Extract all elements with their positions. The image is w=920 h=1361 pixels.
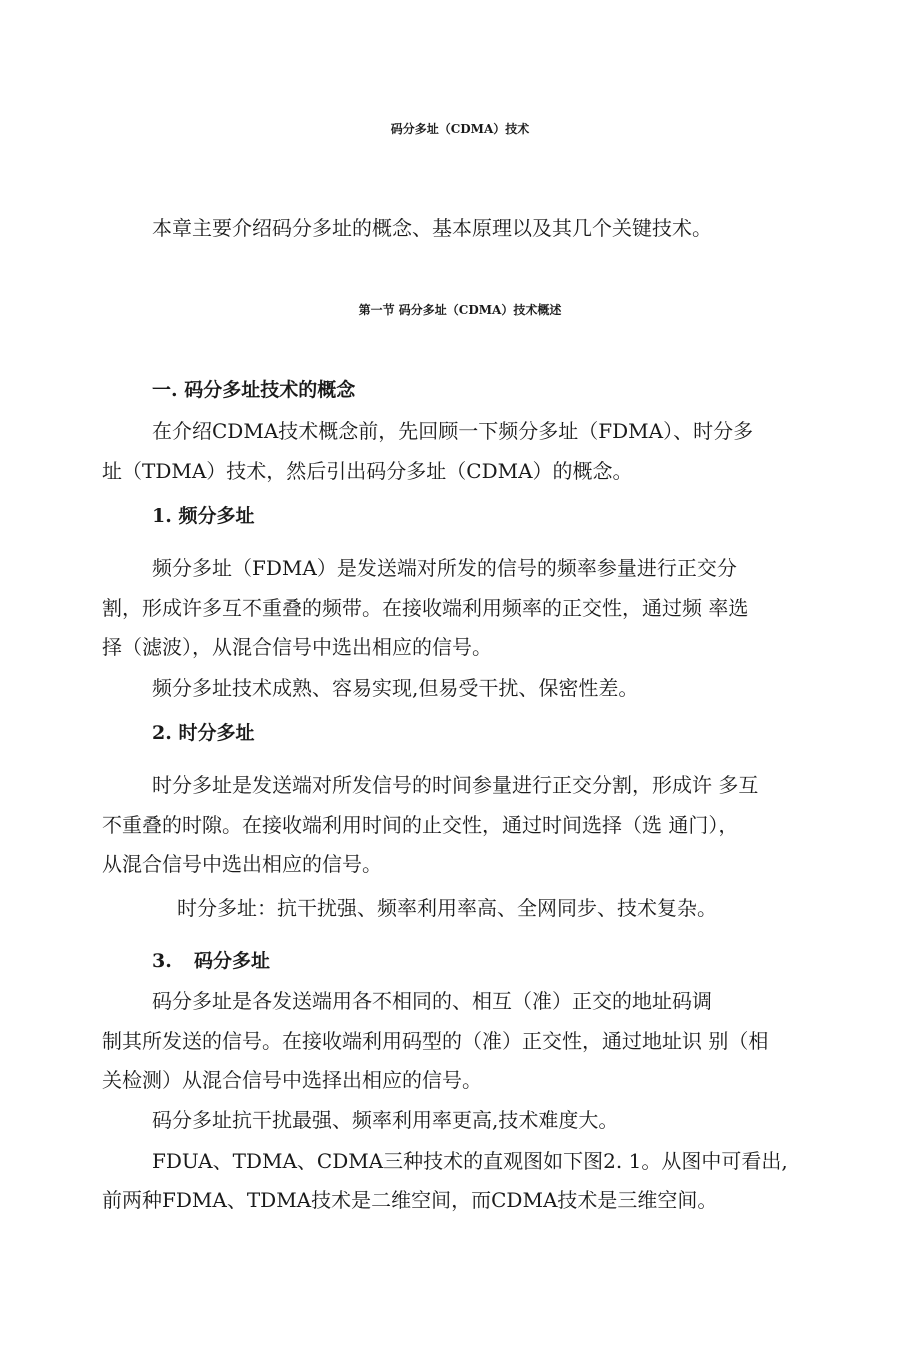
paragraph-line: 前两种FDMA、TDMA技术是二维空间，而CDMA技术是三维空间。 xyxy=(102,1188,718,1212)
paragraph-line: 在介绍CDMA技术概念前，先回顾一下频分多址（FDMA）、时分多 xyxy=(152,419,754,443)
page-title: 码分多址（CDMA）技术 xyxy=(390,122,530,136)
paragraph-line: 从混合信号中选出相应的信号。 xyxy=(102,852,382,876)
paragraph-line: 择（滤波），从混合信号中选出相应的信号。 xyxy=(102,635,492,659)
paragraph-line: 频分多址技术成熟、容易实现,但易受干扰、保密性差。 xyxy=(152,676,639,700)
paragraph-line: 时分多址：抗干扰强、频率利用率高、全网同步、技术复杂。 xyxy=(177,896,717,920)
subsection-heading: 一. 码分多址技术的概念 xyxy=(152,379,356,401)
paragraph-line: 频分多址（FDMA）是发送端对所发的信号的频率参量进行正交分 xyxy=(152,556,737,580)
section-title: 第一节 码分多址（CDMA）技术概述 xyxy=(358,303,562,317)
item-heading-tdma: 2. 时分多址 xyxy=(152,722,255,744)
intro-text: 本章主要介绍码分多址的概念、基本原理以及其几个关键技术。 xyxy=(152,216,712,240)
paragraph-line: 时分多址是发送端对所发信号的时间参量进行正交分割，形成许 多互 xyxy=(152,773,759,797)
paragraph-line: 关检测）从混合信号中选择出相应的信号。 xyxy=(102,1068,482,1092)
paragraph-line: FDUA、TDMA、CDMA三种技术的直观图如下图2. 1。从图中可看出, xyxy=(152,1149,788,1173)
paragraph-line: 址（TDMA）技术，然后引出码分多址（CDMA）的概念。 xyxy=(102,459,633,483)
paragraph-line: 割，形成许多互不重叠的频带。在接收端利用频率的正交性，通过频 率选 xyxy=(102,596,749,620)
paragraph-line: 码分多址是各发送端用各不相同的、相互（准）正交的地址码调 xyxy=(152,989,712,1013)
item-heading-cdma xyxy=(152,948,270,974)
paragraph-line: 不重叠的时隙。在接收端利用时间的止交性，通过时间选择（选 通门）， xyxy=(102,813,739,837)
item-label: 码分多址 xyxy=(194,950,271,972)
paragraph-line: 制其所发送的信号。在接收端利用码型的（准）正交性，通过地址识 别（相 xyxy=(102,1029,769,1053)
paragraph-line: 码分多址抗干扰最强、频率利用率更高,技术难度大。 xyxy=(152,1108,619,1132)
item-heading-fdma: 1. 频分多址 xyxy=(152,505,255,527)
item-number: 3. xyxy=(152,950,172,972)
